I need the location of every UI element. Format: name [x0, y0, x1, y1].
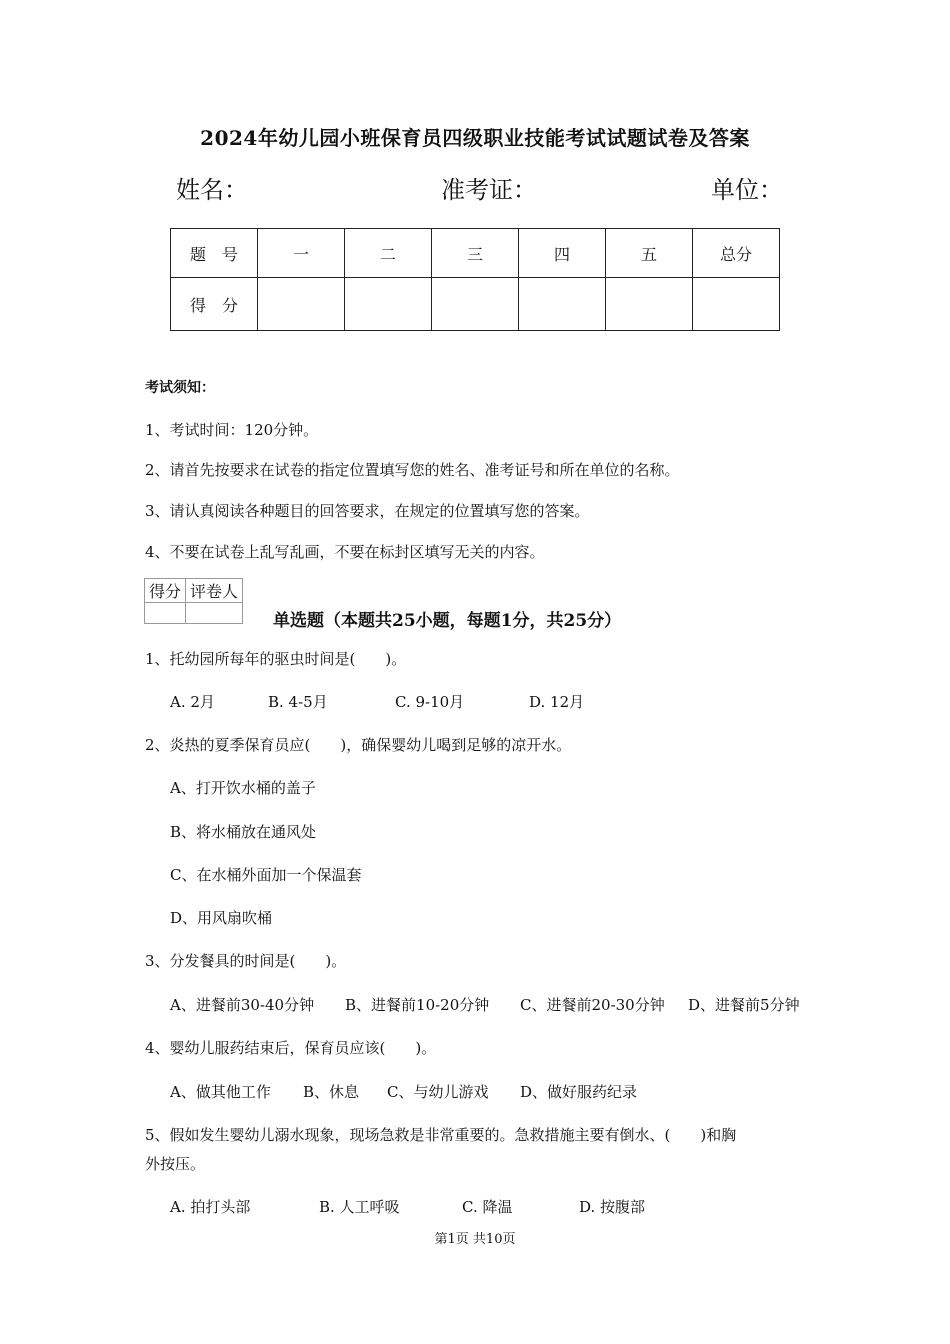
notice-item: 3、请认真阅读各种题目的回答要求，在规定的位置填写您的答案。 [145, 502, 590, 520]
section-5-header: 五 [606, 229, 693, 278]
question-2-option-c[interactable]: C、在水桶外面加一个保温套 [170, 866, 362, 884]
section-4-header: 四 [519, 229, 606, 278]
notice-item: 4、不要在试卷上乱写乱画，不要在标封区填写无关的内容。 [145, 543, 545, 561]
question-3-option-b[interactable]: B、进餐前10-20分钟 [345, 996, 490, 1014]
question-3-option-a[interactable]: A、进餐前30-40分钟 [170, 996, 315, 1014]
score-table [170, 228, 780, 331]
notice-item: 1、考试时间：120分钟。 [145, 421, 319, 439]
unit-label: 单位： [711, 176, 783, 204]
question-5-text-continued: 外按压。 [145, 1155, 206, 1173]
question-number-label: 题 号 [171, 229, 258, 278]
grader-box [144, 578, 243, 624]
score-cell-4[interactable] [519, 278, 606, 331]
grader-reviewer-cell[interactable] [186, 603, 243, 624]
section-2-header: 二 [345, 229, 432, 278]
name-label: 姓名： [176, 176, 248, 204]
score-cell-total[interactable] [693, 278, 780, 331]
section-1-header: 一 [258, 229, 345, 278]
question-2-text: 2、炎热的夏季保育员应( )，确保婴幼儿喝到足够的凉开水。 [145, 736, 572, 754]
score-label: 得 分 [171, 278, 258, 331]
question-4-option-b[interactable]: B、休息 [303, 1083, 360, 1101]
grader-score-cell[interactable] [145, 603, 186, 624]
question-5-option-b[interactable]: B. 人工呼吸 [319, 1198, 400, 1216]
exam-title: 2024年幼儿园小班保育员四级职业技能考试试题试卷及答案 [200, 126, 750, 150]
page-footer: 第1页 共10页 [434, 1232, 516, 1247]
score-cell-1[interactable] [258, 278, 345, 331]
question-2-option-d[interactable]: D、用风扇吹桶 [170, 909, 273, 927]
notice-heading: 考试须知： [145, 380, 215, 396]
section-3-header: 三 [432, 229, 519, 278]
score-cell-5[interactable] [606, 278, 693, 331]
question-4-text: 4、婴幼儿服药结束后，保育员应该( )。 [145, 1039, 437, 1057]
section-title: 单选题（本题共25小题，每题1分，共25分） [273, 611, 622, 631]
grader-reviewer-label: 评卷人 [186, 579, 243, 603]
question-1-option-b[interactable]: B. 4-5月 [268, 693, 328, 711]
score-table-header-row [171, 229, 780, 278]
total-header: 总分 [693, 229, 780, 278]
question-2-option-b[interactable]: B、将水桶放在通风处 [170, 823, 317, 841]
score-table-score-row [171, 278, 780, 331]
exam-id-label: 准考证： [441, 176, 537, 204]
grader-score-label: 得分 [145, 579, 186, 603]
question-5-option-d[interactable]: D. 按腹部 [579, 1198, 646, 1216]
question-1-option-a[interactable]: A. 2月 [170, 693, 215, 711]
candidate-info [0, 170, 950, 204]
score-cell-2[interactable] [345, 278, 432, 331]
question-3-text: 3、分发餐具的时间是( )。 [145, 952, 347, 970]
question-4-option-d[interactable]: D、做好服药纪录 [520, 1083, 638, 1101]
question-1-option-d[interactable]: D. 12月 [529, 693, 585, 711]
question-3-option-d[interactable]: D、进餐前5分钟 [688, 996, 800, 1014]
notice-item: 2、请首先按要求在试卷的指定位置填写您的姓名、准考证号和所在单位的名称。 [145, 461, 680, 479]
question-4-option-c[interactable]: C、与幼儿游戏 [387, 1083, 489, 1101]
question-5-text: 5、假如发生婴幼儿溺水现象，现场急救是非常重要的。急救措施主要有倒水、( )和胸 [145, 1126, 737, 1144]
question-5-option-c[interactable]: C. 降温 [462, 1198, 513, 1216]
question-5-option-a[interactable]: A. 拍打头部 [170, 1198, 251, 1216]
score-cell-3[interactable] [432, 278, 519, 331]
question-2-option-a[interactable]: A、打开饮水桶的盖子 [170, 779, 316, 797]
question-4-option-a[interactable]: A、做其他工作 [170, 1083, 271, 1101]
question-3-option-c[interactable]: C、进餐前20-30分钟 [520, 996, 665, 1014]
question-1-text: 1、托幼园所每年的驱虫时间是( )。 [145, 650, 407, 668]
question-1-option-c[interactable]: C. 9-10月 [395, 693, 465, 711]
